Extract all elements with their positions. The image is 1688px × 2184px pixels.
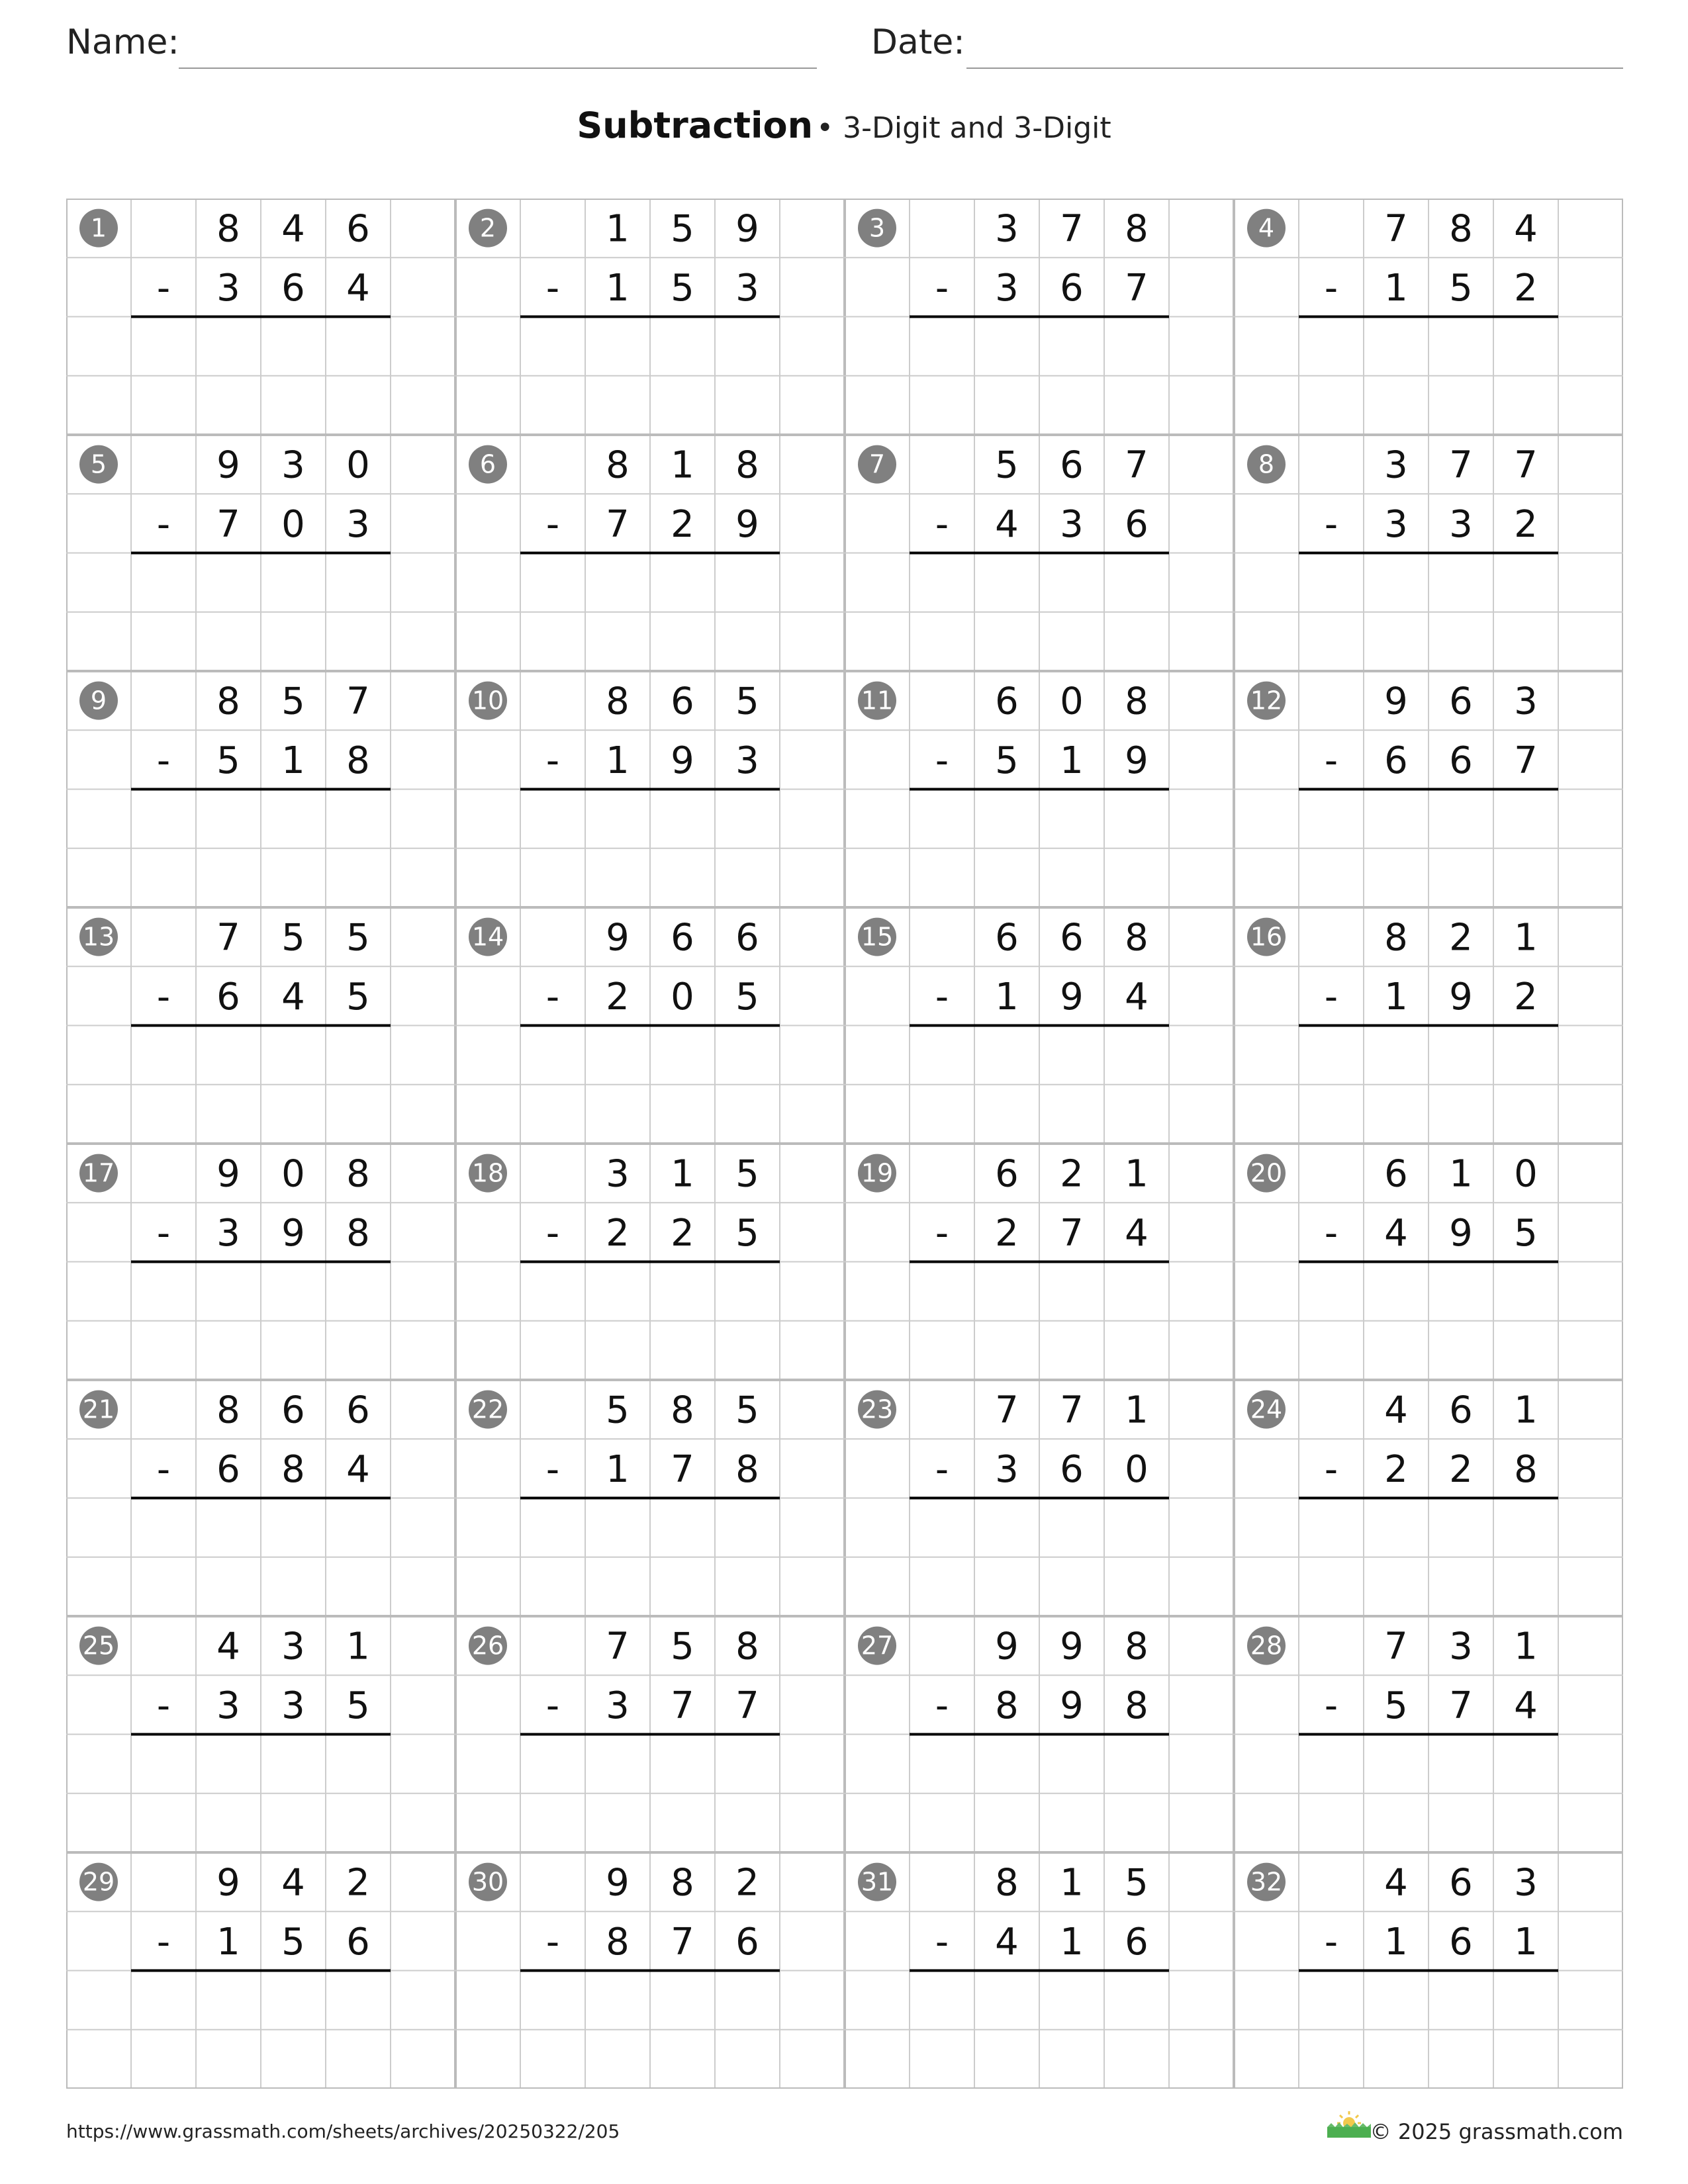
minuend-digit: 7 (346, 680, 370, 723)
problem-number: 3 (868, 213, 886, 243)
minuend-digit: 3 (1384, 443, 1408, 487)
minus-sign: - (545, 266, 560, 310)
subtrahend-digit: 3 (735, 739, 759, 782)
subtrahend-digit: 7 (1125, 266, 1149, 310)
subtrahend-digit: 8 (346, 739, 370, 782)
minuend-digit: 1 (1449, 1152, 1473, 1196)
minuend-digit: 4 (216, 1625, 240, 1668)
minus-sign: - (1324, 266, 1338, 310)
minuend-digit: 6 (735, 916, 759, 960)
footer-url: https://www.grassmath.com/sheets/archives/20250322/205 (66, 2120, 620, 2142)
minus-sign: - (545, 739, 560, 782)
minus-sign: - (156, 1920, 171, 1964)
subtrahend-digit: 9 (1060, 975, 1084, 1019)
problem-number: 26 (471, 1631, 504, 1661)
minuend-digit: 2 (1060, 1152, 1084, 1196)
subtrahend-digit: 1 (216, 1920, 240, 1964)
minuend-digit: 0 (1060, 680, 1084, 723)
subtrahend-digit: 1 (1384, 975, 1408, 1019)
subtrahend-digit: 6 (346, 1920, 370, 1964)
problem-number: 21 (82, 1394, 115, 1424)
subtrahend-digit: 8 (1125, 1684, 1149, 1727)
subtrahend-digit: 7 (1514, 739, 1538, 782)
problem-number: 16 (1250, 922, 1283, 952)
minuend-digit: 8 (1125, 1625, 1149, 1668)
subtrahend-digit: 6 (1125, 502, 1149, 546)
minuend-digit: 7 (1060, 207, 1084, 251)
subtrahend-digit: 5 (281, 1920, 305, 1964)
subtrahend-digit: 5 (1514, 1211, 1538, 1255)
minus-sign: - (1324, 975, 1338, 1019)
subtrahend-digit: 4 (995, 502, 1019, 546)
minus-sign: - (156, 266, 171, 310)
minuend-digit: 3 (995, 207, 1019, 251)
subtrahend-digit: 3 (1060, 502, 1084, 546)
subtrahend-digit: 2 (1514, 266, 1538, 310)
minuend-digit: 3 (606, 1152, 630, 1196)
minus-sign: - (156, 975, 171, 1019)
date-label: Date: (871, 23, 965, 62)
subtrahend-digit: 2 (1384, 1447, 1408, 1491)
minuend-digit: 6 (1060, 916, 1084, 960)
subtrahend-digit: 3 (995, 266, 1019, 310)
minuend-digit: 5 (735, 1388, 759, 1432)
minuend-digit: 7 (1449, 443, 1473, 487)
minuend-digit: 7 (216, 916, 240, 960)
minuend-digit: 8 (606, 680, 630, 723)
problem-number: 23 (861, 1394, 894, 1424)
problem-number: 9 (90, 686, 107, 715)
problem-number: 7 (868, 449, 886, 479)
subtrahend-digit: 6 (735, 1920, 759, 1964)
minus-sign: - (935, 502, 949, 546)
minuend-digit: 0 (1514, 1152, 1538, 1196)
subtrahend-digit: 5 (671, 266, 694, 310)
subtrahend-digit: 2 (671, 502, 694, 546)
minuend-digit: 9 (995, 1625, 1019, 1668)
minus-sign: - (935, 1920, 949, 1964)
problem-number: 32 (1250, 1867, 1283, 1897)
minuend-digit: 9 (216, 1861, 240, 1905)
subtrahend-digit: 4 (346, 1447, 370, 1491)
subtrahend-digit: 1 (1384, 1920, 1408, 1964)
subtrahend-digit: 7 (606, 502, 630, 546)
subtrahend-digit: 5 (346, 975, 370, 1019)
problem-number: 11 (861, 686, 894, 715)
subtrahend-digit: 2 (671, 1211, 694, 1255)
page-title-block (0, 105, 1688, 146)
minuend-digit: 1 (346, 1625, 370, 1668)
minuend-digit: 5 (281, 680, 305, 723)
minuend-digit: 8 (1125, 207, 1149, 251)
minuend-digit: 9 (606, 916, 630, 960)
subtrahend-digit: 6 (216, 975, 240, 1019)
minus-sign: - (1324, 739, 1338, 782)
minuend-digit: 0 (346, 443, 370, 487)
subtrahend-digit: 1 (606, 739, 630, 782)
minuend-digit: 8 (1449, 207, 1473, 251)
subtrahend-digit: 6 (1449, 1920, 1473, 1964)
subtrahend-digit: 9 (281, 1211, 305, 1255)
minuend-digit: 8 (671, 1861, 694, 1905)
minuend-digit: 6 (995, 1152, 1019, 1196)
subtrahend-digit: 3 (346, 502, 370, 546)
minus-sign: - (935, 975, 949, 1019)
subtrahend-digit: 3 (995, 1447, 1019, 1491)
minuend-digit: 1 (1514, 1388, 1538, 1432)
problem-number: 14 (471, 922, 504, 952)
subtrahend-digit: 6 (1060, 1447, 1084, 1491)
minuend-digit: 6 (995, 916, 1019, 960)
subtrahend-digit: 5 (1449, 266, 1473, 310)
minuend-digit: 4 (1514, 207, 1538, 251)
problem-number: 15 (861, 922, 894, 952)
subtrahend-digit: 3 (1384, 502, 1408, 546)
minuend-digit: 1 (606, 207, 630, 251)
subtrahend-digit: 6 (1449, 739, 1473, 782)
minuend-digit: 3 (1514, 1861, 1538, 1905)
minuend-digit: 8 (216, 207, 240, 251)
minus-sign: - (1324, 1447, 1338, 1491)
subtrahend-digit: 8 (606, 1920, 630, 1964)
minuend-digit: 6 (1449, 1861, 1473, 1905)
grass-sun-logo-icon (1326, 2109, 1372, 2139)
subtrahend-digit: 5 (1384, 1684, 1408, 1727)
footer-copyright: © 2025 grassmath.com (1370, 2119, 1623, 2144)
minuend-digit: 5 (606, 1388, 630, 1432)
subtrahend-digit: 1 (1060, 739, 1084, 782)
minuend-digit: 8 (216, 1388, 240, 1432)
subtrahend-digit: 0 (1125, 1447, 1149, 1491)
minuend-digit: 2 (346, 1861, 370, 1905)
subtrahend-digit: 1 (1514, 1920, 1538, 1964)
subtrahend-digit: 9 (671, 739, 694, 782)
minuend-digit: 1 (1125, 1388, 1149, 1432)
subtrahend-digit: 9 (1449, 975, 1473, 1019)
problem-number: 1 (90, 213, 107, 243)
subtrahend-digit: 5 (995, 739, 1019, 782)
subtrahend-digit: 8 (346, 1211, 370, 1255)
subtrahend-digit: 6 (1384, 739, 1408, 782)
subtrahend-digit: 4 (1514, 1684, 1538, 1727)
minuend-digit: 6 (281, 1388, 305, 1432)
minuend-digit: 1 (1514, 1625, 1538, 1668)
subtrahend-digit: 0 (671, 975, 694, 1019)
problem-number: 31 (861, 1867, 894, 1897)
page-title: Subtraction (577, 105, 814, 146)
problem-number: 6 (479, 449, 496, 479)
minuend-digit: 8 (735, 1625, 759, 1668)
minuend-digit: 5 (671, 207, 694, 251)
minuend-digit: 3 (1514, 680, 1538, 723)
minuend-digit: 6 (346, 1388, 370, 1432)
minus-sign: - (156, 1211, 171, 1255)
minus-sign: - (156, 1684, 171, 1727)
minuend-digit: 5 (281, 916, 305, 960)
minuend-digit: 9 (216, 443, 240, 487)
minuend-digit: 7 (1060, 1388, 1084, 1432)
subtrahend-digit: 1 (1384, 266, 1408, 310)
name-label: Name: (66, 23, 179, 62)
minuend-digit: 5 (346, 916, 370, 960)
minuend-digit: 4 (281, 1861, 305, 1905)
minuend-digit: 4 (1384, 1861, 1408, 1905)
subtrahend-digit: 7 (671, 1920, 694, 1964)
minuend-digit: 6 (671, 916, 694, 960)
minuend-digit: 4 (281, 207, 305, 251)
date-line (966, 68, 1623, 69)
subtrahend-digit: 5 (216, 739, 240, 782)
minuend-digit: 6 (995, 680, 1019, 723)
minuend-digit: 0 (281, 1152, 305, 1196)
minuend-digit: 9 (735, 207, 759, 251)
minuend-digit: 3 (281, 1625, 305, 1668)
problem-number: 8 (1258, 449, 1275, 479)
minuend-digit: 7 (995, 1388, 1019, 1432)
problem-number: 13 (82, 922, 115, 952)
minuend-digit: 1 (1060, 1861, 1084, 1905)
minus-sign: - (935, 1447, 949, 1491)
minuend-digit: 7 (1384, 207, 1408, 251)
problem-number: 18 (471, 1158, 504, 1188)
subtrahend-digit: 9 (735, 502, 759, 546)
problem-number: 5 (90, 449, 107, 479)
minus-sign: - (545, 1447, 560, 1491)
subtrahend-digit: 4 (281, 975, 305, 1019)
subtrahend-digit: 1 (281, 739, 305, 782)
minuend-digit: 7 (1514, 443, 1538, 487)
minuend-digit: 2 (1449, 916, 1473, 960)
subtrahend-digit: 1 (1060, 1920, 1084, 1964)
minuend-digit: 6 (1384, 1152, 1408, 1196)
problem-number: 27 (861, 1631, 894, 1661)
subtrahend-digit: 2 (606, 975, 630, 1019)
subtrahend-digit: 3 (216, 1684, 240, 1727)
minuend-digit: 5 (671, 1625, 694, 1668)
subtrahend-digit: 8 (1514, 1447, 1538, 1491)
minuend-digit: 5 (1125, 1861, 1149, 1905)
minuend-digit: 7 (1125, 443, 1149, 487)
subtrahend-digit: 8 (281, 1447, 305, 1491)
minuend-digit: 8 (995, 1861, 1019, 1905)
subtrahend-digit: 2 (1449, 1447, 1473, 1491)
minuend-digit: 1 (671, 1152, 694, 1196)
minuend-digit: 9 (606, 1861, 630, 1905)
subtrahend-digit: 8 (995, 1684, 1019, 1727)
problem-number: 24 (1250, 1394, 1283, 1424)
minuend-digit: 5 (995, 443, 1019, 487)
problem-number: 30 (471, 1867, 504, 1897)
minuend-digit: 1 (1514, 916, 1538, 960)
subtrahend-digit: 5 (735, 975, 759, 1019)
subtrahend-digit: 1 (995, 975, 1019, 1019)
subtrahend-digit: 3 (735, 266, 759, 310)
subtrahend-digit: 9 (1060, 1684, 1084, 1727)
minuend-digit: 4 (1384, 1388, 1408, 1432)
subtrahend-digit: 4 (1384, 1211, 1408, 1255)
minus-sign: - (935, 266, 949, 310)
subtrahend-digit: 2 (995, 1211, 1019, 1255)
minus-sign: - (545, 1920, 560, 1964)
worksheet-grid (66, 199, 1623, 2089)
minuend-digit: 6 (1060, 443, 1084, 487)
subtrahend-digit: 1 (606, 1447, 630, 1491)
minuend-digit: 5 (735, 680, 759, 723)
minus-sign: - (1324, 1684, 1338, 1727)
subtrahend-digit: 2 (1514, 502, 1538, 546)
minuend-digit: 7 (1384, 1625, 1408, 1668)
minus-sign: - (545, 975, 560, 1019)
minuend-digit: 3 (281, 443, 305, 487)
minuend-digit: 8 (735, 443, 759, 487)
subtrahend-digit: 6 (1125, 1920, 1149, 1964)
subtrahend-digit: 2 (606, 1211, 630, 1255)
name-line (179, 68, 817, 69)
minus-sign: - (935, 1211, 949, 1255)
minuend-digit: 1 (671, 443, 694, 487)
subtrahend-digit: 6 (1060, 266, 1084, 310)
minuend-digit: 2 (735, 1861, 759, 1905)
minuend-digit: 9 (1384, 680, 1408, 723)
minuend-digit: 9 (1060, 1625, 1084, 1668)
minuend-digit: 8 (1384, 916, 1408, 960)
minuend-digit: 6 (671, 680, 694, 723)
subtrahend-digit: 7 (735, 1684, 759, 1727)
minuend-digit: 3 (1449, 1625, 1473, 1668)
problem-number: 25 (82, 1631, 115, 1661)
subtrahend-digit: 7 (216, 502, 240, 546)
problem-number: 22 (471, 1394, 504, 1424)
minus-sign: - (545, 502, 560, 546)
minus-sign: - (1324, 1211, 1338, 1255)
subtrahend-digit: 8 (735, 1447, 759, 1491)
minus-sign: - (156, 502, 171, 546)
minuend-digit: 5 (735, 1152, 759, 1196)
subtrahend-digit: 3 (216, 1211, 240, 1255)
minus-sign: - (1324, 1920, 1338, 1964)
problem-number: 20 (1250, 1158, 1283, 1188)
minuend-digit: 9 (216, 1152, 240, 1196)
problem-number: 19 (861, 1158, 894, 1188)
subtrahend-digit: 7 (671, 1447, 694, 1491)
minuend-digit: 7 (606, 1625, 630, 1668)
minus-sign: - (935, 1684, 949, 1727)
subtrahend-digit: 7 (671, 1684, 694, 1727)
problem-number: 12 (1250, 686, 1283, 715)
subtrahend-digit: 9 (1449, 1211, 1473, 1255)
subtrahend-digit: 3 (1449, 502, 1473, 546)
subtrahend-digit: 5 (346, 1684, 370, 1727)
problem-number: 29 (82, 1867, 115, 1897)
minus-sign: - (1324, 502, 1338, 546)
minus-sign: - (545, 1211, 560, 1255)
subtrahend-digit: 4 (995, 1920, 1019, 1964)
minuend-digit: 8 (671, 1388, 694, 1432)
subtrahend-digit: 2 (1514, 975, 1538, 1019)
subtrahend-digit: 9 (1125, 739, 1149, 782)
subtrahend-digit: 7 (1449, 1684, 1473, 1727)
subtrahend-digit: 4 (1125, 1211, 1149, 1255)
minuend-digit: 8 (1125, 916, 1149, 960)
subtrahend-digit: 3 (606, 1684, 630, 1727)
problem-number: 17 (82, 1158, 115, 1188)
minus-sign: - (935, 739, 949, 782)
minuend-digit: 8 (606, 443, 630, 487)
minus-sign: - (545, 1684, 560, 1727)
minus-sign: - (156, 1447, 171, 1491)
problem-number: 4 (1258, 213, 1275, 243)
minuend-digit: 6 (1449, 1388, 1473, 1432)
subtrahend-digit: 4 (1125, 975, 1149, 1019)
subtrahend-digit: 1 (606, 266, 630, 310)
subtrahend-digit: 3 (281, 1684, 305, 1727)
problem-number: 28 (1250, 1631, 1283, 1661)
minus-sign: - (156, 739, 171, 782)
subtrahend-digit: 5 (735, 1211, 759, 1255)
subtrahend-digit: 0 (281, 502, 305, 546)
minuend-digit: 8 (1125, 680, 1149, 723)
minuend-digit: 8 (346, 1152, 370, 1196)
minuend-digit: 8 (216, 680, 240, 723)
subtrahend-digit: 6 (281, 266, 305, 310)
subtrahend-digit: 4 (346, 266, 370, 310)
minuend-digit: 6 (1449, 680, 1473, 723)
minuend-digit: 6 (346, 207, 370, 251)
subtrahend-digit: 7 (1060, 1211, 1084, 1255)
subtrahend-digit: 3 (216, 266, 240, 310)
subtrahend-digit: 6 (216, 1447, 240, 1491)
page-subtitle: • 3-Digit and 3-Digit (816, 111, 1111, 145)
problem-number: 2 (479, 213, 496, 243)
worksheet-grid-svg (66, 199, 1623, 2089)
minuend-digit: 1 (1125, 1152, 1149, 1196)
problem-number: 10 (471, 686, 504, 715)
